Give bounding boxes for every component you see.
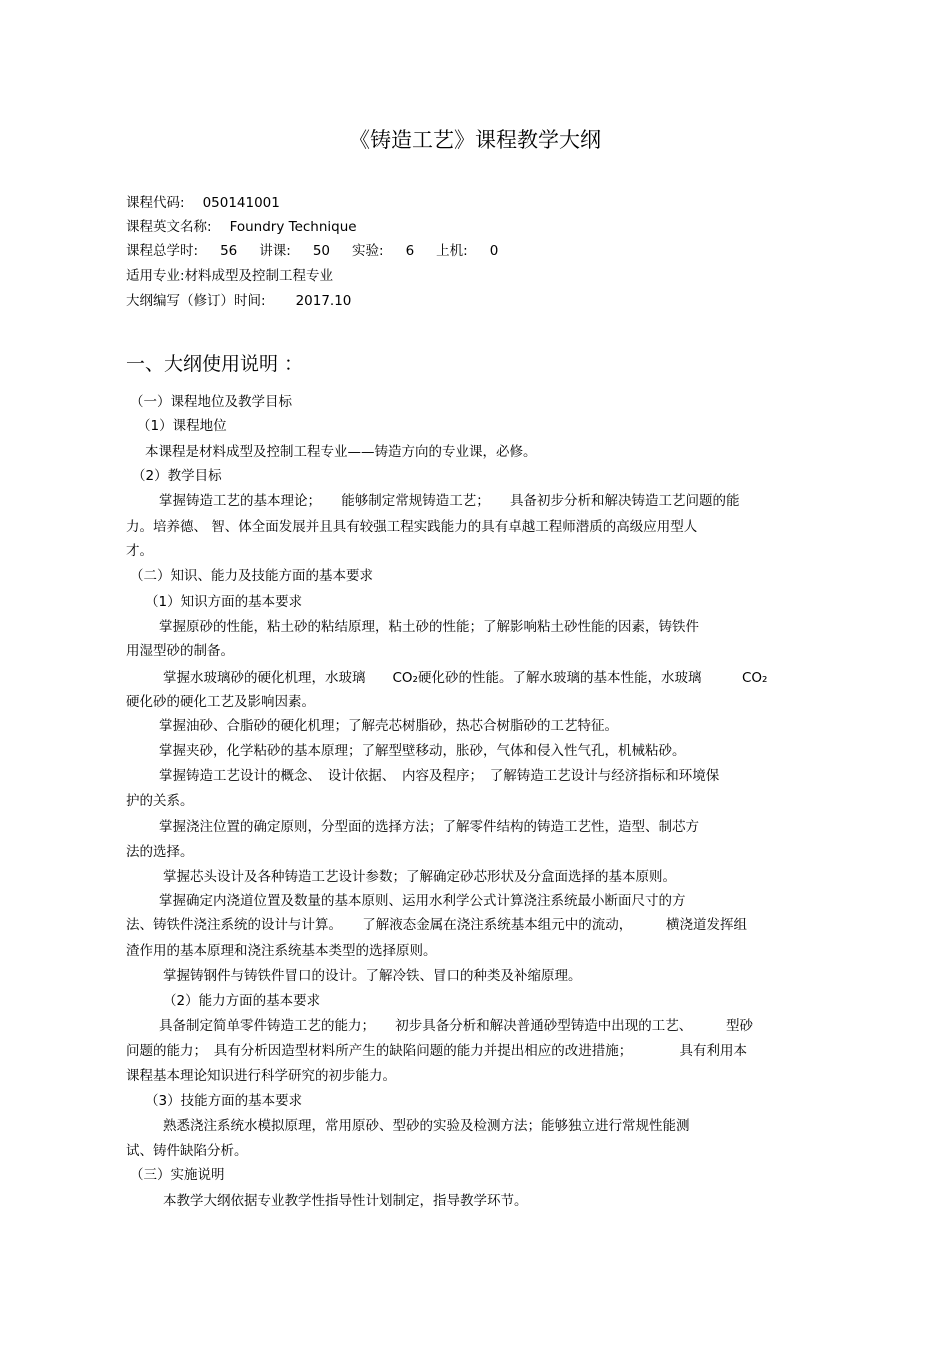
paragraph-line: 用湿型砂的制备。	[126, 643, 234, 659]
major-row	[126, 267, 333, 285]
paragraph-line: 掌握芯头设计及各种铸造工艺设计参数；了解确定砂芯形状及分盒面选择的基本原则。	[163, 869, 676, 885]
major-value: 材料成型及控制工程专业	[184, 268, 334, 284]
paragraph-line: 法、铸铁件浇注系统的设计与计算。 了解液态金属在浇注系统基本组元中的流动， 横浇道发挥组	[126, 917, 747, 933]
date-row	[126, 292, 351, 310]
document-title: 《铸造工艺》课程教学大纲	[349, 128, 601, 152]
major-label: 适用专业:	[126, 268, 185, 284]
paragraph-line: 掌握原砂的性能，粘土砂的粘结原理，粘土砂的性能；了解影响粘土砂性能的因素，铸铁件	[159, 619, 699, 635]
total-hours-value: 56	[220, 243, 238, 259]
course-code-row	[126, 194, 280, 212]
date-value: 2017.10	[295, 293, 352, 309]
total-hours-label: 课程总学时:	[126, 243, 199, 259]
paragraph-line: 掌握铸造工艺的基本理论； 能够制定常规铸造工艺； 具备初步分析和解决铸造工艺问题的能	[159, 493, 740, 509]
paragraph-line: 护的关系。	[126, 793, 194, 809]
paragraph-line: 掌握确定内浇道位置及数量的基本原则、运用水利学公式计算浇注系统最小断面尺寸的方	[159, 893, 686, 909]
section-heading: 一、大纲使用说明 ：	[126, 353, 304, 375]
item-heading: （3）技能方面的基本要求	[145, 1093, 303, 1109]
paragraph-line: 掌握水玻璃砂的硬化机理，水玻璃 CO₂硬化砂的性能。了解水玻璃的基本性能，水玻璃 CO₂	[163, 670, 768, 686]
hours-row	[126, 242, 498, 260]
paragraph-line: 试、铸件缺陷分析。	[126, 1143, 248, 1159]
english-name-value: Foundry Technique	[229, 219, 357, 235]
item-heading: （2）教学目标	[132, 468, 222, 484]
paragraph-line: 课程基本理论知识进行科学研究的初步能力。	[126, 1068, 396, 1084]
paragraph-line: 渣作用的基本原理和浇注系统基本类型的选择原则。	[126, 943, 437, 959]
computer-label: 上机:	[436, 243, 468, 259]
paragraph-line: 本课程是材料成型及控制工程专业——铸造方向的专业课，必修。	[145, 444, 537, 460]
paragraph-line: 力。培养德、 智、体全面发展并且具有较强工程实践能力的具有卓越工程师潜质的高级应用型人	[126, 519, 698, 535]
paragraph-line: 掌握夹砂，化学粘砂的基本原理；了解型壁移动，胀砂，气体和侵入性气孔，机械粘砂。	[159, 743, 686, 759]
lab-value: 6	[405, 243, 415, 259]
date-label: 大纲编写（修订）时间:	[126, 293, 266, 309]
paragraph-line: 本教学大纲依据专业教学性指导性计划制定，指导教学环节。	[163, 1193, 528, 1209]
lecture-label: 讲课:	[259, 243, 291, 259]
paragraph-line: 掌握铸造工艺设计的概念、 设计依据、 内容及程序； 了解铸造工艺设计与经济指标和环境保	[159, 768, 720, 784]
subsection-heading: （三）实施说明	[130, 1167, 225, 1183]
paragraph-line: 熟悉浇注系统水模拟原理，常用原砂、型砂的实验及检测方法；能够独立进行常规性能测	[163, 1118, 690, 1134]
english-name-label: 课程英文名称:	[126, 219, 212, 235]
item-heading: （2）能力方面的基本要求	[163, 993, 321, 1009]
paragraph-line: 掌握油砂、合脂砂的硬化机理；了解壳芯树脂砂，热芯合树脂砂的工艺特征。	[159, 718, 618, 734]
course-code-label: 课程代码:	[126, 195, 185, 211]
paragraph-line: 掌握浇注位置的确定原则，分型面的选择方法；了解零件结构的铸造工艺性，造型、制芯方	[159, 819, 699, 835]
course-code-value: 050141001	[202, 195, 280, 211]
item-heading: （1）知识方面的基本要求	[145, 594, 303, 610]
english-name-row	[126, 218, 357, 236]
lecture-value: 50	[312, 243, 330, 259]
item-heading: （1）课程地位	[137, 418, 227, 434]
paragraph-line: 才。	[126, 543, 153, 559]
computer-value: 0	[489, 243, 499, 259]
paragraph-line: 掌握铸钢件与铸铁件冒口的设计。了解冷铁、冒口的种类及补缩原理。	[163, 968, 582, 984]
paragraph-line: 法的选择。	[126, 844, 194, 860]
subsection-heading: （一）课程地位及教学目标	[130, 394, 292, 410]
paragraph-line: 硬化砂的硬化工艺及影响因素。	[126, 694, 315, 710]
lab-label: 实验:	[352, 243, 384, 259]
subsection-heading: （二）知识、能力及技能方面的基本要求	[130, 568, 373, 584]
paragraph-line: 问题的能力； 具有分析因造型材料所产生的缺陷问题的能力并提出相应的改进措施； 具有利用本	[126, 1043, 747, 1059]
paragraph-line: 具备制定简单零件铸造工艺的能力； 初步具备分析和解决普通砂型铸造中出现的工艺、 型砂	[159, 1018, 753, 1034]
